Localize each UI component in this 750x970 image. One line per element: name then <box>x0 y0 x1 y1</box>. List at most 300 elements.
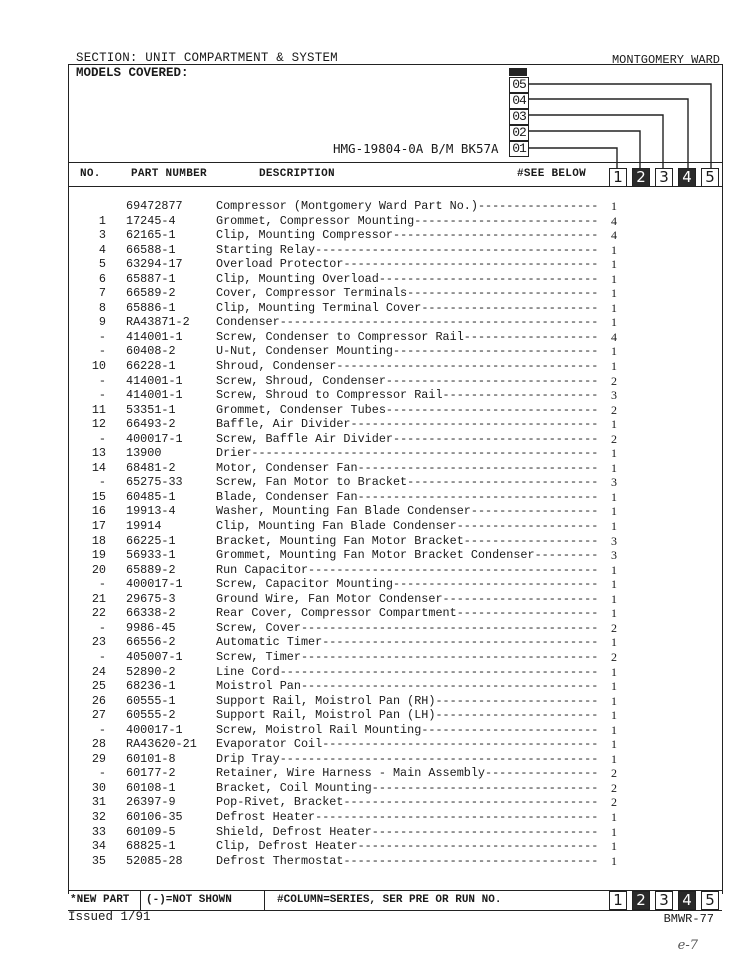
dot-leader: --------------------------------------------- <box>279 315 599 330</box>
footer-bottom-rule <box>68 910 722 911</box>
description-text: Shroud, Condenser <box>216 359 337 374</box>
item-number: - <box>98 620 106 635</box>
part-number: 63294-17 <box>126 257 183 272</box>
item-number: - <box>98 329 106 344</box>
quantity: 1 <box>611 199 617 213</box>
quantity: 2 <box>611 431 617 446</box>
item-number: 27 <box>91 708 106 723</box>
issued-date: Issued 1/91 <box>68 910 151 924</box>
item-number: 22 <box>91 606 106 621</box>
item-number: - <box>98 344 106 359</box>
quantity: 1 <box>611 519 617 534</box>
description-text: Clip, Mounting Compressor <box>216 228 393 243</box>
quantity: 2 <box>611 373 617 388</box>
description-text: Pop-Rivet, Bracket <box>216 795 344 810</box>
quantity: 4 <box>611 329 617 344</box>
item-number: - <box>98 722 106 737</box>
quantity: 1 <box>611 562 617 577</box>
item-number: 28 <box>91 737 106 752</box>
table-row <box>72 446 632 461</box>
table-row <box>72 795 632 810</box>
table-row <box>72 752 632 767</box>
brand-name: MONTGOMERY WARD <box>611 53 720 67</box>
table-row <box>72 344 632 359</box>
part-description <box>216 665 612 680</box>
quantity: 1 <box>611 722 617 737</box>
item-number: 31 <box>91 795 106 810</box>
item-number: 16 <box>91 504 106 519</box>
part-description <box>216 723 612 738</box>
description-text: Condenser <box>216 315 280 330</box>
connector-05 <box>528 84 711 168</box>
part-number: 69472877 <box>126 199 183 213</box>
dot-leader: ---------------------- <box>442 591 599 606</box>
dot-leader: ---------------------------------- <box>357 489 599 504</box>
description-text: Screw, Cover <box>216 620 301 635</box>
part-number: 60177-2 <box>126 766 176 781</box>
handwritten-note: e-7 <box>677 938 698 953</box>
table-row <box>72 199 632 214</box>
table-row <box>72 301 632 316</box>
footer-series-box-3: 3 <box>655 891 673 910</box>
dot-leader: ------------------------------------------ <box>300 620 599 635</box>
description-text: Run Capacitor <box>216 562 309 577</box>
col-no: NO. <box>80 168 101 180</box>
item-number: 12 <box>91 417 106 432</box>
quantity: 1 <box>611 737 617 752</box>
part-description <box>216 228 612 243</box>
item-number: 35 <box>91 853 106 868</box>
quantity: 1 <box>611 606 617 621</box>
table-row <box>72 708 632 723</box>
table-row <box>72 563 632 578</box>
table-row <box>72 810 632 825</box>
item-number: 33 <box>91 824 106 839</box>
part-description <box>216 752 612 767</box>
quantity: 1 <box>611 359 617 374</box>
part-description <box>216 519 612 534</box>
description-text: Grommet, Condenser Tubes <box>216 402 386 417</box>
dot-leader: ---------------------------------- <box>357 839 599 854</box>
part-description <box>216 563 612 578</box>
dot-leader: -------------------- <box>456 519 599 534</box>
dot-leader: --------------------------- <box>407 286 599 301</box>
dot-leader: ----------------------------- <box>392 344 599 359</box>
quantity: 1 <box>611 708 617 723</box>
description-text: Starting Relay <box>216 242 316 257</box>
description-text: Washer, Mounting Fan Blade Condenser <box>216 504 471 519</box>
part-number: 66588-1 <box>126 242 176 257</box>
part-description <box>216 577 612 592</box>
page-reference: BMWR-77 <box>663 912 714 926</box>
dot-leader: ----------------------------------------- <box>308 562 599 577</box>
part-description <box>216 810 612 825</box>
table-row <box>72 490 632 505</box>
part-description <box>216 737 612 752</box>
description-text: Defrost Thermostat <box>216 853 344 868</box>
table-row <box>72 504 632 519</box>
description-text: Grommet, Compressor Mounting <box>216 213 415 228</box>
quantity: 1 <box>611 839 617 854</box>
quantity: 1 <box>611 257 617 272</box>
series-box-01: 01 <box>509 141 529 157</box>
table-row <box>72 621 632 636</box>
part-number: 60106-35 <box>126 809 183 824</box>
table-row <box>72 577 632 592</box>
col-see-below: #SEE BELOW <box>517 168 587 180</box>
part-description <box>216 330 612 345</box>
table-row <box>72 606 632 621</box>
part-number: 66338-2 <box>126 606 176 621</box>
description-text: Screw, Shroud, Condenser <box>216 373 386 388</box>
dot-leader: --------- <box>534 548 599 563</box>
dot-leader: --------------------------------------------- <box>279 751 599 766</box>
part-number: 17245-4 <box>126 213 176 228</box>
quantity: 1 <box>611 591 617 606</box>
dot-leader: -------------------- <box>456 606 599 621</box>
parts-list <box>72 199 632 868</box>
part-description <box>216 199 612 214</box>
table-row <box>72 432 632 447</box>
part-description <box>216 708 612 723</box>
part-number: 56933-1 <box>126 548 176 563</box>
part-description <box>216 417 612 432</box>
item-number: 4 <box>98 242 106 257</box>
description-text: Screw, Fan Motor to Bracket <box>216 475 408 490</box>
quantity: 2 <box>611 649 617 664</box>
item-number: 7 <box>98 286 106 301</box>
connector-03 <box>528 115 663 168</box>
quantity: 1 <box>611 809 617 824</box>
part-number: 66225-1 <box>126 533 176 548</box>
quantity: 1 <box>611 344 617 359</box>
part-number: 19913-4 <box>126 504 176 519</box>
part-number: 400017-1 <box>126 722 183 737</box>
dot-leader: ---------------------- <box>442 388 599 403</box>
part-description <box>216 286 612 301</box>
dot-leader: ----------------------------- <box>392 577 599 592</box>
new-part-legend: *NEW PART <box>70 894 130 906</box>
description-text: Motor, Condenser Fan <box>216 460 358 475</box>
table-row <box>72 286 632 301</box>
part-number: 400017-1 <box>126 431 183 446</box>
item-number: - <box>98 577 106 592</box>
dot-leader: --------------------------------------- <box>322 635 599 650</box>
dot-leader: ---------------------------------- <box>357 460 599 475</box>
column-note: #COLUMN=SERIES, SER PRE OR RUN NO. <box>277 894 502 906</box>
quantity: 1 <box>611 693 617 708</box>
model-number: HMG-19804-0A B/M BK57A <box>333 141 499 156</box>
dot-leader: ------------------------------------- <box>336 359 599 374</box>
dot-leader: --------------------------------------- <box>322 737 599 752</box>
table-row <box>72 315 632 330</box>
part-number: 65886-1 <box>126 300 176 315</box>
description-text: Blade, Condenser Fan <box>216 489 358 504</box>
quantity: 1 <box>611 824 617 839</box>
quantity: 1 <box>611 242 617 257</box>
part-number: 66228-1 <box>126 359 176 374</box>
quantity: 1 <box>611 300 617 315</box>
part-number: 52890-2 <box>126 664 176 679</box>
description-text: Screw, Capacitor Mounting <box>216 577 393 592</box>
table-row <box>72 359 632 374</box>
description-text: Screw, Baffle Air Divider <box>216 431 393 446</box>
table-row <box>72 519 632 534</box>
part-description <box>216 243 612 258</box>
dot-leader: ------------------------------ <box>385 402 599 417</box>
part-number: 400017-1 <box>126 577 183 592</box>
part-number: 60101-8 <box>126 751 176 766</box>
item-number: 5 <box>98 257 106 272</box>
quantity: 2 <box>611 620 617 635</box>
quantity: 3 <box>611 388 617 403</box>
quantity: 4 <box>611 213 617 228</box>
description-text: Rear Cover, Compressor Compartment <box>216 606 457 621</box>
description-text: Bracket, Coil Mounting <box>216 780 372 795</box>
item-number: 13 <box>91 446 106 461</box>
table-row <box>72 635 632 650</box>
dot-leader: ------------------------------------------------- <box>251 446 599 461</box>
part-description <box>216 446 612 461</box>
quantity: 1 <box>611 271 617 286</box>
part-description <box>216 795 612 810</box>
description-text: Screw, Moistrol Rail Mounting <box>216 722 422 737</box>
description-text: U-Nut, Condenser Mounting <box>216 344 393 359</box>
part-number: 414001-1 <box>126 388 183 403</box>
part-description <box>216 403 612 418</box>
part-description <box>216 214 612 229</box>
table-row <box>72 257 632 272</box>
description-text: Line Cord <box>216 664 280 679</box>
part-number: RA43871-2 <box>126 315 190 330</box>
part-description <box>216 374 612 389</box>
part-description <box>216 606 612 621</box>
dot-leader: -------------------------------- <box>371 824 599 839</box>
item-number: - <box>98 431 106 446</box>
part-number: 9986-45 <box>126 620 176 635</box>
description-text: Clip, Mounting Fan Blade Condenser <box>216 519 457 534</box>
part-description <box>216 766 612 781</box>
table-row <box>72 475 632 490</box>
header-series-box-2: 2 <box>632 168 650 187</box>
quantity: 1 <box>611 853 617 868</box>
part-number: 60555-2 <box>126 708 176 723</box>
table-row <box>72 243 632 258</box>
quantity: 4 <box>611 228 617 243</box>
part-number: 414001-1 <box>126 329 183 344</box>
description-text: Clip, Mounting Terminal Cover <box>216 300 422 315</box>
quantity: 3 <box>611 475 617 490</box>
part-description <box>216 504 612 519</box>
series-box-05: 05 <box>509 77 529 93</box>
quantity: 1 <box>611 489 617 504</box>
table-row <box>72 665 632 680</box>
part-number: 52085-28 <box>126 853 183 868</box>
part-number: 66493-2 <box>126 417 176 432</box>
description-text: Overload Protector <box>216 257 344 272</box>
part-number: 13900 <box>126 446 162 461</box>
dot-leader: ----------------------- <box>435 693 599 708</box>
part-description <box>216 432 612 447</box>
item-number: 14 <box>91 460 106 475</box>
table-row <box>72 766 632 781</box>
description-text: Evaporator Coil <box>216 737 323 752</box>
footer-series-box-2: 2 <box>632 891 650 910</box>
models-covered-label: MODELS COVERED: <box>76 66 189 80</box>
part-number: 405007-1 <box>126 649 183 664</box>
part-description <box>216 461 612 476</box>
dot-leader: ----------------------------- <box>392 431 599 446</box>
part-description <box>216 679 612 694</box>
item-number: - <box>98 475 106 490</box>
description-text: Grommet, Mounting Fan Motor Bracket Condenser <box>216 548 535 563</box>
quantity: 1 <box>611 286 617 301</box>
table-row <box>72 723 632 738</box>
table-row <box>72 548 632 563</box>
part-number: 68825-1 <box>126 839 176 854</box>
part-description <box>216 490 612 505</box>
table-row <box>72 272 632 287</box>
part-number: 60485-1 <box>126 489 176 504</box>
quantity: 1 <box>611 635 617 650</box>
part-number: 60109-5 <box>126 824 176 839</box>
description-text: Support Rail, Moistrol Pan (RH) <box>216 693 436 708</box>
table-row <box>72 417 632 432</box>
item-number: 20 <box>91 562 106 577</box>
table-row <box>72 694 632 709</box>
part-description <box>216 694 612 709</box>
item-number: 3 <box>98 228 106 243</box>
table-row <box>72 679 632 694</box>
table-row <box>72 650 632 665</box>
item-number: 15 <box>91 489 106 504</box>
part-number: 65887-1 <box>126 271 176 286</box>
dot-leader: ------------------------------ <box>385 373 599 388</box>
item-number: 17 <box>91 519 106 534</box>
part-number: 62165-1 <box>126 228 176 243</box>
dot-leader: ------------------------- <box>421 722 599 737</box>
table-row <box>72 388 632 403</box>
description-text: Screw, Shroud to Compressor Rail <box>216 388 443 403</box>
part-number: 60108-1 <box>126 780 176 795</box>
quantity: 2 <box>611 795 617 810</box>
part-description <box>216 854 612 869</box>
description-text: Screw, Timer <box>216 649 301 664</box>
item-number: - <box>98 766 106 781</box>
table-row <box>72 534 632 549</box>
part-description <box>216 301 612 316</box>
description-text: Screw, Condenser to Compressor Rail <box>216 329 464 344</box>
item-number: 18 <box>91 533 106 548</box>
quantity: 1 <box>611 751 617 766</box>
connector-01 <box>528 148 617 168</box>
description-text: Support Rail, Moistrol Pan (LH) <box>216 708 436 723</box>
part-description <box>216 359 612 374</box>
part-number: 68236-1 <box>126 679 176 694</box>
header-series-box-5: 5 <box>701 168 719 187</box>
header-series-box-3: 3 <box>655 168 673 187</box>
table-row <box>72 228 632 243</box>
part-number: 66589-2 <box>126 286 176 301</box>
table-row <box>72 330 632 345</box>
dot-leader: ----------------- <box>477 199 599 213</box>
table-row <box>72 781 632 796</box>
dot-leader: ----------------------- <box>435 708 599 723</box>
part-number: 66556-2 <box>126 635 176 650</box>
item-number: 29 <box>91 751 106 766</box>
part-description <box>216 388 612 403</box>
description-text: Drip Tray <box>216 751 280 766</box>
item-number: 1 <box>98 213 106 228</box>
dot-leader: ----------------------------- <box>392 228 599 243</box>
col-description: DESCRIPTION <box>259 168 335 180</box>
quantity: 1 <box>611 446 617 461</box>
table-row <box>72 403 632 418</box>
dot-leader: --------------------------------------------- <box>279 664 599 679</box>
dot-leader: ------------------------------------------ <box>300 679 599 694</box>
part-number: 65275-33 <box>126 475 183 490</box>
part-description <box>216 548 612 563</box>
quantity: 3 <box>611 533 617 548</box>
quantity: 1 <box>611 417 617 432</box>
part-number: 29675-3 <box>126 591 176 606</box>
part-description <box>216 825 612 840</box>
item-number: 19 <box>91 548 106 563</box>
quantity: 1 <box>611 460 617 475</box>
part-description <box>216 635 612 650</box>
dot-leader: -------------------------------- <box>371 780 599 795</box>
item-number: 9 <box>98 315 106 330</box>
part-number: 65889-2 <box>126 562 176 577</box>
item-number: 32 <box>91 809 106 824</box>
part-description <box>216 475 612 490</box>
quantity: 1 <box>611 664 617 679</box>
item-number: 21 <box>91 591 106 606</box>
description-text: Shield, Defrost Heater <box>216 824 372 839</box>
table-row <box>72 214 632 229</box>
dot-leader: -------------------------- <box>414 213 599 228</box>
table-row <box>72 825 632 840</box>
quantity: 1 <box>611 577 617 592</box>
item-number: 23 <box>91 635 106 650</box>
dot-leader: ----------------------------------- <box>350 417 599 432</box>
footer-divider-2 <box>264 890 265 910</box>
not-shown-legend: (-)=NOT SHOWN <box>146 894 232 906</box>
dot-leader: ------------------------------------ <box>343 853 599 868</box>
dot-leader: ------------------- <box>463 329 599 344</box>
part-description <box>216 592 612 607</box>
part-description <box>216 272 612 287</box>
col-part-number: PART NUMBER <box>131 168 207 180</box>
dot-leader: ------------------------------- <box>378 271 599 286</box>
item-number: 11 <box>91 402 106 417</box>
quantity: 1 <box>611 315 617 330</box>
table-row <box>72 374 632 389</box>
item-number: 8 <box>98 300 106 315</box>
dot-leader: ------------------------------------ <box>343 257 599 272</box>
item-number: 30 <box>91 780 106 795</box>
quantity: 3 <box>611 548 617 563</box>
part-number: RA43620-21 <box>126 737 197 752</box>
table-row <box>72 839 632 854</box>
part-description <box>216 534 612 549</box>
table-row <box>72 737 632 752</box>
quantity: 1 <box>611 679 617 694</box>
part-number: 414001-1 <box>126 373 183 388</box>
description-text: Automatic Timer <box>216 635 323 650</box>
dot-leader: ------------------------------------ <box>343 795 599 810</box>
table-row <box>72 592 632 607</box>
